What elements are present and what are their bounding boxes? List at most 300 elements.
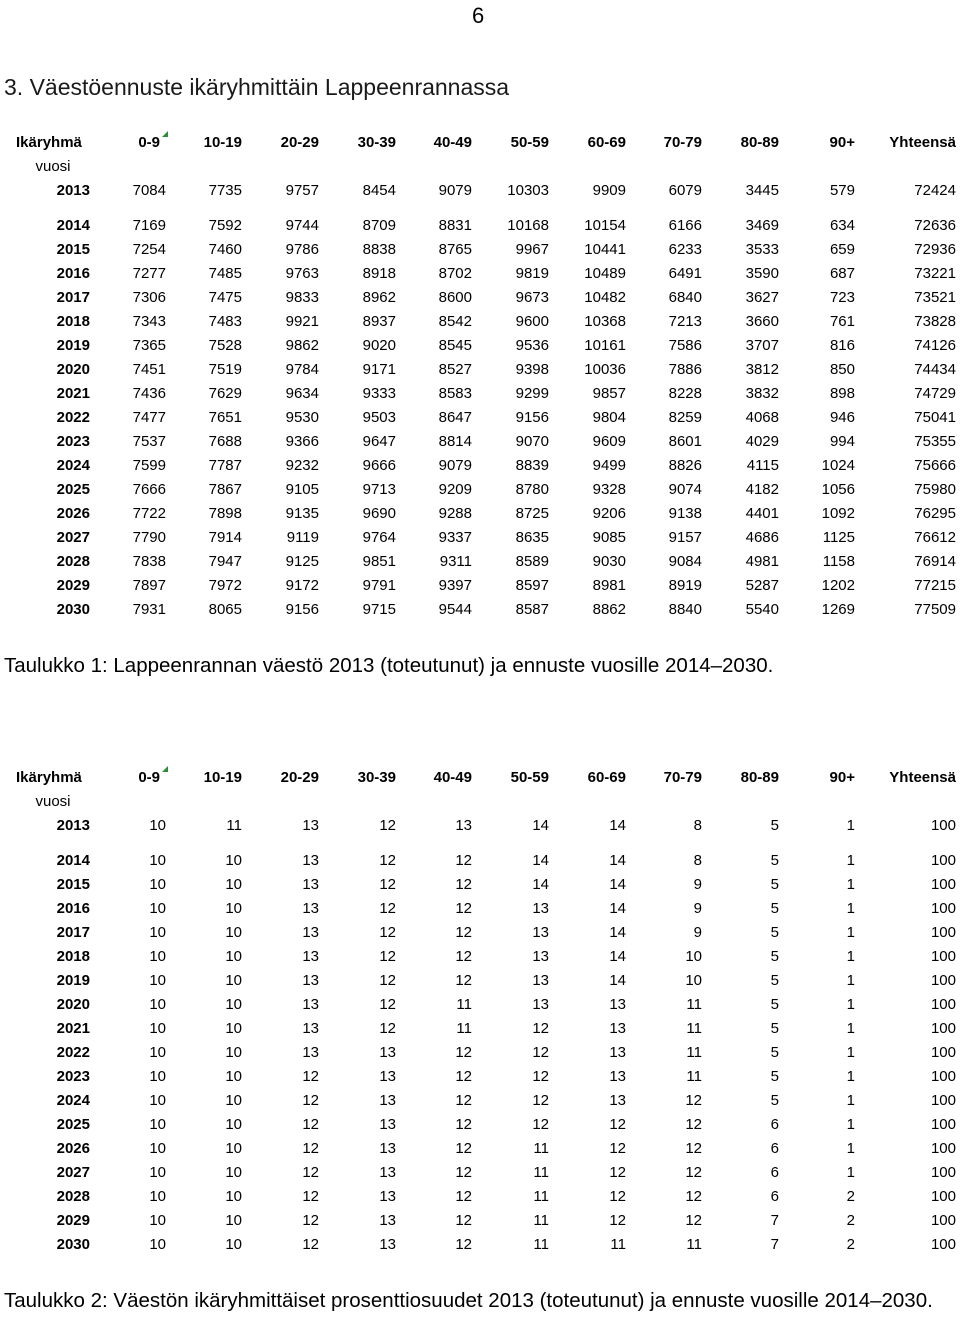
value-cell: 7277 <box>132 265 166 282</box>
value-cell: 73828 <box>914 313 956 330</box>
value-cell: 9079 <box>438 182 472 199</box>
value-cell: 13 <box>609 1044 626 1061</box>
value-cell: 12 <box>455 852 472 869</box>
value-cell: 9833 <box>285 289 319 306</box>
value-cell: 10 <box>149 1236 166 1253</box>
value-cell: 100 <box>930 1068 956 1085</box>
value-cell: 1 <box>846 948 855 965</box>
table-row <box>16 334 956 358</box>
value-cell: 8587 <box>515 601 549 618</box>
value-cell: 12 <box>532 1068 549 1085</box>
value-cell: 13 <box>379 1140 396 1157</box>
column-header-label: 80-89 <box>740 134 779 151</box>
table-row <box>16 238 956 262</box>
value-cell: 8454 <box>362 182 396 199</box>
value-cell: 9647 <box>362 433 396 450</box>
value-cell: 8597 <box>515 577 549 594</box>
value-cell: 8647 <box>438 409 472 426</box>
column-header <box>90 766 166 790</box>
value-cell: 2 <box>846 1188 855 1205</box>
value-cell: 13 <box>379 1212 396 1229</box>
value-cell: 12 <box>455 948 472 965</box>
value-cell: 5 <box>770 817 779 834</box>
value-cell: 12 <box>455 1236 472 1253</box>
value-cell: 12 <box>302 1140 319 1157</box>
value-cell: 8635 <box>515 529 549 546</box>
value-cell: 9909 <box>592 182 626 199</box>
value-cell: 100 <box>930 1044 956 1061</box>
table-row <box>16 454 956 478</box>
value-cell: 100 <box>930 876 956 893</box>
value-cell: 13 <box>302 996 319 1013</box>
value-cell: 5 <box>770 1020 779 1037</box>
value-cell: 12 <box>685 1140 702 1157</box>
value-cell: 6491 <box>668 265 702 282</box>
value-cell: 12 <box>302 1236 319 1253</box>
value-cell: 13 <box>609 996 626 1013</box>
value-cell: 10 <box>149 948 166 965</box>
value-cell: 9784 <box>285 361 319 378</box>
value-cell: 11 <box>533 1236 549 1253</box>
value-cell: 77509 <box>914 601 956 618</box>
value-cell: 6233 <box>668 241 702 258</box>
value-cell: 73221 <box>914 265 956 282</box>
value-cell: 12 <box>379 900 396 917</box>
column-header <box>242 131 319 155</box>
value-cell: 12 <box>609 1188 626 1205</box>
value-cell: 12 <box>609 1116 626 1133</box>
value-cell: 9232 <box>285 457 319 474</box>
value-cell: 10 <box>149 1044 166 1061</box>
value-cell: 10 <box>225 1212 242 1229</box>
value-cell: 8527 <box>438 361 472 378</box>
value-cell: 13 <box>609 1092 626 1109</box>
value-cell: 100 <box>930 852 956 869</box>
value-cell: 1202 <box>821 577 855 594</box>
value-cell: 5 <box>770 852 779 869</box>
value-cell: 11 <box>686 996 702 1013</box>
value-cell: 9020 <box>362 337 396 354</box>
value-cell: 5 <box>770 1092 779 1109</box>
year-cell: 2021 <box>56 385 90 402</box>
value-cell: 76612 <box>914 529 956 546</box>
column-header <box>319 766 396 790</box>
value-cell: 723 <box>829 289 855 306</box>
value-cell: 12 <box>532 1116 549 1133</box>
value-cell: 10 <box>225 1092 242 1109</box>
value-cell: 5 <box>770 972 779 989</box>
value-cell: 10 <box>149 876 166 893</box>
table-row <box>16 526 956 550</box>
value-cell: 4115 <box>746 457 779 474</box>
year-cell: 2022 <box>56 1044 90 1061</box>
value-cell: 14 <box>609 948 626 965</box>
year-cell: 2025 <box>56 1116 90 1133</box>
value-cell: 946 <box>829 409 855 426</box>
value-cell: 12 <box>379 852 396 869</box>
value-cell: 8780 <box>515 481 549 498</box>
header-row <box>16 766 956 790</box>
year-cell: 2020 <box>56 996 90 1013</box>
value-cell: 100 <box>930 1020 956 1037</box>
page-number: 6 <box>472 3 485 28</box>
value-cell: 12 <box>532 1092 549 1109</box>
value-cell: 8839 <box>515 457 549 474</box>
value-cell: 9634 <box>285 385 319 402</box>
column-header-label: 60-69 <box>587 134 626 151</box>
value-cell: 1 <box>846 972 855 989</box>
value-cell: 9157 <box>668 529 702 546</box>
value-cell: 9171 <box>362 361 396 378</box>
value-cell: 9791 <box>362 577 396 594</box>
table-row <box>16 993 956 1017</box>
value-cell: 850 <box>829 361 855 378</box>
value-cell: 12 <box>685 1188 702 1205</box>
table-row <box>16 574 956 598</box>
value-cell: 75041 <box>914 409 956 426</box>
year-cell: 2026 <box>56 1140 90 1157</box>
year-label-row <box>16 790 956 814</box>
value-cell: 1 <box>846 817 855 834</box>
value-cell: 13 <box>302 852 319 869</box>
value-cell: 7688 <box>208 433 242 450</box>
value-cell: 7599 <box>132 457 166 474</box>
value-cell: 8831 <box>438 217 472 234</box>
value-cell: 13 <box>379 1092 396 1109</box>
value-cell: 11 <box>456 996 472 1013</box>
column-header <box>396 131 472 155</box>
value-cell: 1125 <box>822 529 855 546</box>
table-row <box>16 358 956 382</box>
value-cell: 100 <box>930 1236 956 1253</box>
value-cell: 12 <box>302 1092 319 1109</box>
value-cell: 10 <box>149 1068 166 1085</box>
value-cell: 10 <box>149 972 166 989</box>
value-cell: 74434 <box>914 361 956 378</box>
column-header <box>319 131 396 155</box>
value-cell: 9857 <box>592 385 626 402</box>
value-cell: 7867 <box>208 481 242 498</box>
value-cell: 12 <box>455 1140 472 1157</box>
table-row <box>16 969 956 993</box>
value-cell: 11 <box>686 1068 702 1085</box>
value-cell: 816 <box>829 337 855 354</box>
value-cell: 9125 <box>285 553 319 570</box>
value-cell: 7477 <box>132 409 166 426</box>
value-cell: 9713 <box>362 481 396 498</box>
value-cell: 8259 <box>668 409 702 426</box>
value-cell: 12 <box>379 924 396 941</box>
year-cell: 2030 <box>56 1236 90 1253</box>
year-column-label: vuosi <box>35 158 71 175</box>
column-header <box>779 766 855 790</box>
value-cell: 4029 <box>745 433 779 450</box>
value-cell: 9673 <box>515 289 549 306</box>
row-spacer <box>16 838 956 849</box>
value-cell: 13 <box>302 948 319 965</box>
column-header <box>855 131 956 155</box>
value-cell: 7947 <box>208 553 242 570</box>
value-cell: 10 <box>149 852 166 869</box>
value-cell: 1 <box>846 852 855 869</box>
value-cell: 8 <box>693 817 702 834</box>
value-cell: 11 <box>533 1188 549 1205</box>
value-cell: 100 <box>930 1212 956 1229</box>
year-cell: 2030 <box>56 601 90 618</box>
year-cell: 2029 <box>56 577 90 594</box>
value-cell: 7651 <box>208 409 242 426</box>
value-cell: 4686 <box>745 529 779 546</box>
table-row <box>16 1041 956 1065</box>
value-cell: 659 <box>829 241 855 258</box>
value-cell: 76914 <box>914 553 956 570</box>
value-cell: 9156 <box>515 409 549 426</box>
value-cell: 3445 <box>745 182 779 199</box>
value-cell: 75666 <box>914 457 956 474</box>
value-cell: 7451 <box>132 361 166 378</box>
value-cell: 10303 <box>507 182 549 199</box>
year-cell: 2015 <box>56 241 90 258</box>
value-cell: 10 <box>225 948 242 965</box>
table-row <box>16 382 956 406</box>
value-cell: 13 <box>302 900 319 917</box>
value-cell: 10154 <box>584 217 626 234</box>
value-cell: 7343 <box>132 313 166 330</box>
value-cell: 9328 <box>592 481 626 498</box>
percentage-table <box>16 766 956 1257</box>
value-cell: 1269 <box>821 601 855 618</box>
value-cell: 12 <box>302 1212 319 1229</box>
value-cell: 9499 <box>592 457 626 474</box>
column-header-label: Ikäryhmä <box>16 134 82 151</box>
value-cell: 12 <box>455 1068 472 1085</box>
value-cell: 9757 <box>285 182 319 199</box>
value-cell: 3627 <box>745 289 779 306</box>
value-cell: 761 <box>829 313 855 330</box>
value-cell: 12 <box>302 1164 319 1181</box>
value-cell: 9398 <box>515 361 549 378</box>
table-row <box>16 478 956 502</box>
value-cell: 9967 <box>515 241 549 258</box>
value-cell: 14 <box>609 817 626 834</box>
value-cell: 9156 <box>285 601 319 618</box>
value-cell: 9744 <box>285 217 319 234</box>
value-cell: 7 <box>770 1236 779 1253</box>
value-cell: 10 <box>149 1212 166 1229</box>
column-header-label: 30-39 <box>357 769 396 786</box>
value-cell: 9804 <box>592 409 626 426</box>
value-cell: 10 <box>225 1068 242 1085</box>
value-cell: 75980 <box>914 481 956 498</box>
value-cell: 9666 <box>362 457 396 474</box>
value-cell: 9600 <box>515 313 549 330</box>
value-cell: 9085 <box>592 529 626 546</box>
year-cell: 2019 <box>56 972 90 989</box>
value-cell: 10482 <box>584 289 626 306</box>
value-cell: 14 <box>609 972 626 989</box>
value-cell: 12 <box>532 1020 549 1037</box>
value-cell: 13 <box>379 1188 396 1205</box>
value-cell: 1 <box>846 1092 855 1109</box>
value-cell: 8702 <box>438 265 472 282</box>
value-cell: 7897 <box>132 577 166 594</box>
value-cell: 7485 <box>208 265 242 282</box>
value-cell: 3533 <box>745 241 779 258</box>
value-cell: 9084 <box>668 553 702 570</box>
value-cell: 2 <box>846 1212 855 1229</box>
value-cell: 12 <box>455 876 472 893</box>
value-cell: 10 <box>225 876 242 893</box>
column-header <box>626 131 702 155</box>
value-cell: 9 <box>693 924 702 941</box>
column-header <box>16 766 90 790</box>
value-cell: 13 <box>379 1068 396 1085</box>
value-cell: 13 <box>302 1020 319 1037</box>
value-cell: 7838 <box>132 553 166 570</box>
value-cell: 8709 <box>362 217 396 234</box>
value-cell: 8065 <box>208 601 242 618</box>
column-header-label: 40-49 <box>433 769 472 786</box>
column-header <box>549 766 626 790</box>
value-cell: 14 <box>532 852 549 869</box>
value-cell: 9921 <box>285 313 319 330</box>
value-cell: 10 <box>149 817 166 834</box>
value-cell: 12 <box>609 1140 626 1157</box>
value-cell: 7898 <box>208 505 242 522</box>
year-cell: 2029 <box>56 1212 90 1229</box>
value-cell: 8814 <box>438 433 472 450</box>
column-header-label: 90+ <box>829 134 855 151</box>
value-cell: 1 <box>846 1020 855 1037</box>
year-column-label: vuosi <box>35 793 71 810</box>
year-cell: 2024 <box>56 1092 90 1109</box>
value-cell: 898 <box>829 385 855 402</box>
value-cell: 7735 <box>208 182 242 199</box>
value-cell: 7629 <box>208 385 242 402</box>
value-cell: 8601 <box>668 433 702 450</box>
value-cell: 4068 <box>745 409 779 426</box>
value-cell: 9206 <box>592 505 626 522</box>
value-cell: 8 <box>693 852 702 869</box>
value-cell: 75355 <box>914 433 956 450</box>
value-cell: 4401 <box>745 505 779 522</box>
value-cell: 8981 <box>592 577 626 594</box>
year-cell: 2021 <box>56 1020 90 1037</box>
table-row <box>16 1209 956 1233</box>
value-cell: 12 <box>379 972 396 989</box>
column-header-label: 70-79 <box>663 769 702 786</box>
value-cell: 10 <box>225 900 242 917</box>
table-row <box>16 1065 956 1089</box>
value-cell: 7483 <box>208 313 242 330</box>
value-cell: 12 <box>379 817 396 834</box>
value-cell: 1056 <box>821 481 855 498</box>
column-header <box>396 766 472 790</box>
value-cell: 100 <box>930 1140 956 1157</box>
value-cell: 72936 <box>914 241 956 258</box>
value-cell: 10 <box>149 1092 166 1109</box>
table-row <box>16 814 956 838</box>
value-cell: 12 <box>455 1044 472 1061</box>
value-cell: 8826 <box>668 457 702 474</box>
column-header <box>472 766 549 790</box>
value-cell: 9786 <box>285 241 319 258</box>
value-cell: 5287 <box>745 577 779 594</box>
value-cell: 9530 <box>285 409 319 426</box>
value-cell: 12 <box>685 1164 702 1181</box>
value-cell: 9209 <box>438 481 472 498</box>
value-cell: 7306 <box>132 289 166 306</box>
table-row <box>16 1017 956 1041</box>
value-cell: 100 <box>930 1092 956 1109</box>
value-cell: 7586 <box>668 337 702 354</box>
value-cell: 10 <box>225 996 242 1013</box>
table-row <box>16 1185 956 1209</box>
year-cell: 2019 <box>56 337 90 354</box>
value-cell: 9536 <box>515 337 549 354</box>
column-header-label: 80-89 <box>740 769 779 786</box>
year-cell: 2017 <box>56 289 90 306</box>
value-cell: 12 <box>455 972 472 989</box>
column-header-label: 70-79 <box>663 134 702 151</box>
value-cell: 8600 <box>438 289 472 306</box>
value-cell: 10 <box>225 972 242 989</box>
value-cell: 12 <box>455 1188 472 1205</box>
value-cell: 10 <box>225 1188 242 1205</box>
value-cell: 5 <box>770 900 779 917</box>
value-cell: 12 <box>685 1092 702 1109</box>
value-cell: 3469 <box>745 217 779 234</box>
value-cell: 12 <box>455 900 472 917</box>
value-cell: 8725 <box>515 505 549 522</box>
value-cell: 100 <box>930 996 956 1013</box>
value-cell: 8765 <box>438 241 472 258</box>
value-cell: 1092 <box>821 505 855 522</box>
value-cell: 14 <box>609 900 626 917</box>
table-row <box>16 179 956 203</box>
value-cell: 8542 <box>438 313 472 330</box>
value-cell: 1 <box>846 996 855 1013</box>
value-cell: 100 <box>930 1116 956 1133</box>
table-row <box>16 598 956 622</box>
value-cell: 9172 <box>285 577 319 594</box>
value-cell: 7666 <box>132 481 166 498</box>
value-cell: 9030 <box>592 553 626 570</box>
value-cell: 8918 <box>362 265 396 282</box>
value-cell: 1158 <box>822 553 855 570</box>
year-label-row <box>16 155 956 179</box>
value-cell: 5540 <box>745 601 779 618</box>
column-header <box>166 766 242 790</box>
year-cell: 2016 <box>56 265 90 282</box>
value-cell: 10 <box>149 924 166 941</box>
value-cell: 687 <box>829 265 855 282</box>
year-cell: 2014 <box>56 217 90 234</box>
value-cell: 1 <box>846 1164 855 1181</box>
value-cell: 13 <box>302 972 319 989</box>
value-cell: 12 <box>455 1092 472 1109</box>
value-cell: 8937 <box>362 313 396 330</box>
value-cell: 13 <box>532 996 549 1013</box>
value-cell: 13 <box>302 1044 319 1061</box>
value-cell: 9503 <box>362 409 396 426</box>
column-header <box>166 131 242 155</box>
value-cell: 7169 <box>132 217 166 234</box>
value-cell: 6840 <box>668 289 702 306</box>
column-header-label: 40-49 <box>433 134 472 151</box>
table-row <box>16 214 956 238</box>
value-cell: 9763 <box>285 265 319 282</box>
